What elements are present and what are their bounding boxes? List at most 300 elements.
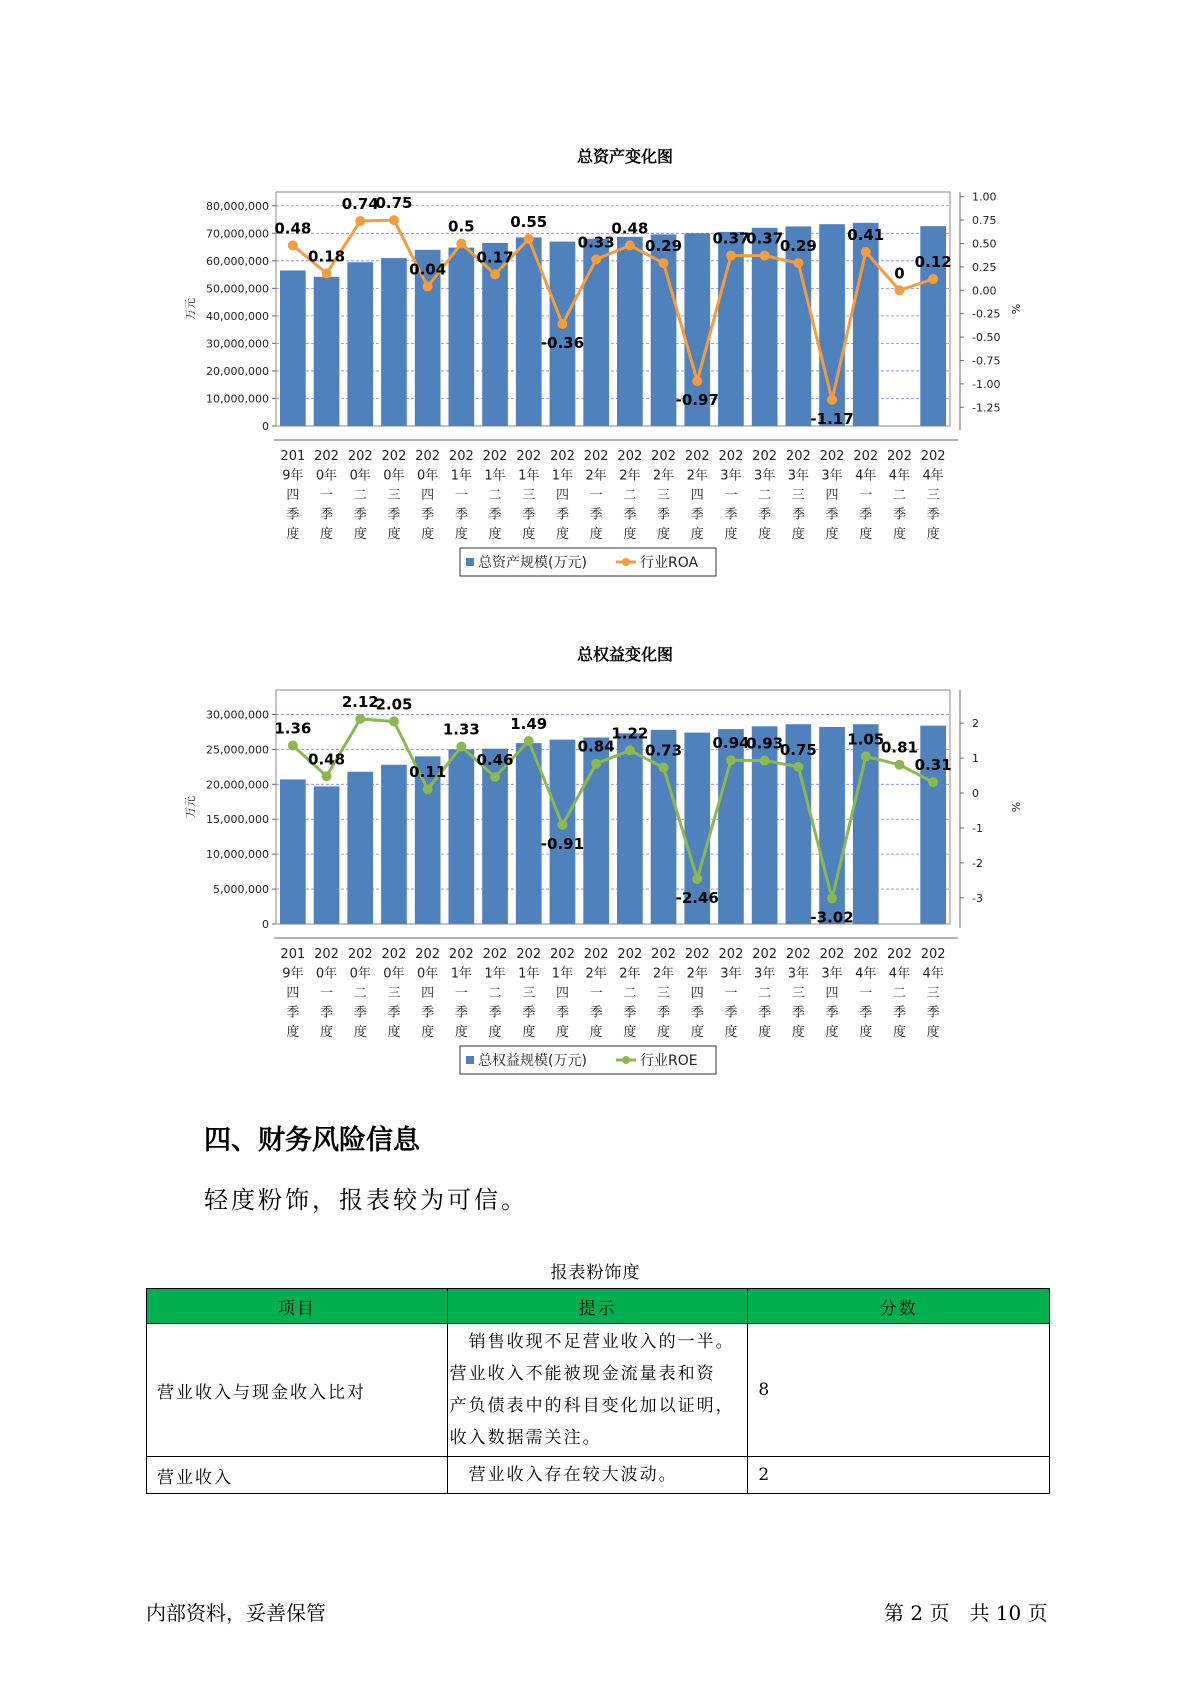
y-tick-label: 80,000,000 [206, 199, 269, 213]
x-tick-label: 季 [724, 1005, 738, 1021]
x-tick-label: 季 [555, 507, 569, 523]
x-tick-label: 一 [454, 488, 468, 503]
bar [449, 248, 475, 426]
x-tick-label: 一 [320, 488, 334, 503]
x-tick-label: 季 [421, 507, 435, 523]
row-tip [447, 1457, 748, 1494]
y2-tick-label: 0.75 [972, 214, 997, 228]
x-tick-label: 二 [488, 986, 502, 1001]
x-tick-label: 0年 [315, 468, 338, 484]
bar [280, 270, 306, 426]
y-tick-label: 50,000,000 [206, 282, 269, 296]
data-label: 0.04 [409, 260, 447, 279]
bar [347, 772, 373, 924]
x-tick-label: 202 [347, 449, 373, 464]
x-tick-label: 0年 [417, 468, 439, 484]
x-tick-label: 季 [657, 1005, 671, 1021]
data-label: 0 [894, 264, 905, 283]
x-tick-label: 三 [522, 986, 536, 1001]
data-label: 1.22 [611, 724, 649, 743]
x-tick-label: 4年 [855, 966, 877, 982]
x-tick-label: 三 [657, 986, 671, 1001]
data-label: 0.41 [847, 225, 885, 244]
x-tick-label: 季 [320, 507, 334, 523]
data-point [423, 784, 433, 794]
x-tick-label: 202 [314, 947, 339, 962]
x-tick-label: 202 [887, 449, 912, 464]
x-tick-label: 四 [825, 986, 839, 1001]
footer-left: 内部资料，妥善保管 [146, 1601, 326, 1625]
x-tick-label: 2年 [585, 468, 607, 484]
x-tick-label: 202 [785, 449, 811, 464]
x-tick-label: 1年 [484, 468, 506, 484]
bar [786, 226, 812, 426]
data-label: 0.74 [341, 195, 379, 214]
total-equity-chart-svg [180, 638, 1022, 1098]
data-point [490, 269, 500, 279]
x-tick-label: 季 [825, 1005, 839, 1021]
x-tick-label: 202 [381, 947, 407, 962]
y2-tick-label: -1.00 [972, 377, 1001, 391]
table-row [147, 1457, 1050, 1494]
x-tick-label: 0年 [349, 468, 371, 484]
legend-swatch-bar [466, 558, 474, 566]
x-tick-label: 202 [617, 449, 643, 464]
y-tick-label: 60,000,000 [206, 254, 269, 268]
x-tick-label: 度 [320, 527, 334, 542]
data-point [456, 238, 466, 248]
y2-tick-label: -0.50 [972, 331, 1001, 345]
whitewash-table [146, 1288, 1050, 1494]
x-tick-label: 度 [454, 1025, 468, 1040]
x-tick-label: 度 [522, 527, 536, 542]
x-tick-label: 二 [758, 986, 772, 1001]
table-header-row [147, 1289, 1050, 1324]
data-point [659, 258, 669, 268]
y2-tick-label: -3 [972, 891, 983, 905]
x-tick-label: 二 [353, 986, 367, 1001]
x-tick-label: 四 [555, 986, 569, 1001]
x-tick-label: 度 [623, 527, 637, 542]
x-tick-label: 季 [657, 507, 671, 523]
x-tick-label: 9年 [282, 468, 304, 484]
x-tick-label: 四 [690, 986, 704, 1001]
x-tick-label: 一 [859, 488, 873, 503]
x-tick-label: 202 [920, 449, 946, 464]
x-tick-label: 季 [454, 507, 468, 523]
y-tick-label: 20,000,000 [206, 778, 269, 792]
data-label: 1.33 [442, 720, 480, 739]
x-tick-label: 季 [488, 1005, 502, 1021]
x-tick-label: 1年 [551, 468, 574, 484]
data-label: -2.46 [675, 888, 719, 907]
y-tick-label: 40,000,000 [206, 309, 269, 323]
x-tick-label: 0年 [383, 468, 405, 484]
x-tick-label: 202 [415, 947, 441, 962]
data-label: -0.36 [540, 333, 585, 352]
y2-tick-label: -2 [972, 856, 983, 870]
x-tick-label: 一 [589, 986, 603, 1001]
x-tick-label: 2年 [686, 468, 708, 484]
data-point [928, 777, 938, 787]
y2-axis-label: % [1009, 801, 1022, 813]
data-label: 0.48 [308, 750, 346, 769]
x-tick-label: 2年 [686, 966, 708, 982]
data-point [726, 755, 736, 765]
x-tick-label: 202 [583, 947, 609, 962]
x-tick-label: 3年 [787, 966, 809, 982]
y-tick-label: 0 [262, 918, 269, 931]
data-label: 0.75 [375, 194, 413, 213]
chart-title: 总资产变化图 [576, 147, 674, 166]
y2-tick-label: 0.25 [972, 260, 997, 274]
x-tick-label: 二 [353, 488, 367, 503]
x-tick-label: 202 [482, 449, 508, 464]
footer-page: 第 2 页 共 10 页 [884, 1601, 1048, 1625]
y2-axis-label: % [1009, 303, 1022, 315]
data-label: 0.48 [611, 219, 649, 238]
data-point [557, 319, 567, 329]
table-caption: 报表粉饰度 [550, 1263, 641, 1283]
x-tick-label: 202 [516, 449, 542, 464]
x-tick-label: 202 [887, 947, 912, 962]
data-label: 0.31 [914, 756, 952, 775]
x-tick-label: 四 [421, 986, 435, 1001]
x-tick-label: 季 [690, 507, 704, 523]
x-tick-label: 4年 [922, 966, 944, 982]
x-tick-label: 1年 [518, 966, 540, 982]
data-label: 0.46 [476, 750, 514, 769]
x-tick-label: 三 [926, 488, 940, 503]
data-label: 0.48 [274, 219, 312, 238]
x-tick-label: 二 [758, 488, 772, 503]
y2-tick-label: 1 [972, 752, 979, 766]
x-tick-label: 二 [623, 488, 637, 503]
data-label: 0.37 [746, 229, 784, 248]
x-tick-label: 2年 [619, 468, 641, 484]
x-tick-label: 三 [791, 986, 805, 1001]
bar [415, 756, 441, 924]
x-tick-label: 度 [286, 1025, 300, 1040]
data-label: 0.94 [712, 734, 750, 753]
bar [381, 765, 407, 924]
x-tick-label: 一 [320, 986, 334, 1001]
x-tick-label: 202 [550, 947, 575, 962]
x-tick-label: 4年 [888, 468, 911, 484]
data-point [524, 736, 534, 746]
data-point [894, 760, 904, 770]
x-tick-label: 度 [859, 1025, 873, 1040]
x-tick-label: 季 [892, 1005, 906, 1021]
x-tick-label: 季 [421, 1005, 435, 1021]
x-tick-label: 4年 [855, 468, 877, 484]
x-tick-label: 三 [657, 488, 671, 503]
x-tick-label: 4年 [922, 468, 944, 484]
data-label: 0.84 [577, 737, 615, 756]
x-tick-label: 二 [623, 986, 637, 1001]
data-label: 0.93 [746, 734, 784, 753]
x-tick-label: 二 [892, 488, 906, 503]
x-tick-label: 202 [684, 947, 710, 962]
risk-summary: 轻度粉饰，报表较为可信。 [204, 1186, 528, 1214]
y-tick-label: 25,000,000 [206, 743, 269, 757]
data-label: 0.17 [476, 248, 514, 267]
x-tick-label: 202 [752, 449, 778, 464]
x-tick-label: 202 [550, 449, 575, 464]
x-tick-label: 三 [387, 986, 401, 1001]
tip-line: 产负债表中的科目变化加以证明， [449, 1396, 735, 1416]
x-tick-label: 202 [415, 449, 441, 464]
data-point [793, 762, 803, 772]
bar [381, 258, 407, 426]
x-tick-label: 度 [488, 527, 502, 542]
x-tick-label: 1年 [450, 468, 472, 484]
row-score: 8 [748, 1324, 1050, 1457]
bar [449, 749, 475, 924]
y2-tick-label: 2 [972, 717, 979, 731]
x-tick-label: 202 [651, 449, 676, 464]
total-assets-chart [180, 140, 1022, 600]
x-tick-label: 四 [690, 488, 704, 503]
x-tick-label: 四 [825, 488, 839, 503]
data-point [861, 247, 871, 257]
x-tick-label: 度 [724, 527, 738, 542]
x-tick-label: 202 [347, 947, 373, 962]
data-label: 0.12 [914, 253, 952, 272]
x-tick-label: 2年 [652, 468, 675, 484]
x-tick-label: 度 [791, 527, 805, 542]
data-point [322, 268, 332, 278]
x-tick-label: 一 [589, 488, 603, 503]
data-label: 2.12 [341, 692, 379, 711]
data-point [827, 395, 837, 405]
x-tick-label: 季 [555, 1005, 569, 1021]
x-tick-label: 度 [589, 1025, 603, 1040]
x-tick-label: 202 [853, 449, 879, 464]
data-label: -3.02 [810, 908, 854, 927]
x-tick-label: 季 [859, 1005, 873, 1021]
x-tick-label: 3年 [720, 966, 742, 982]
total-assets-chart-svg [180, 140, 1022, 600]
x-tick-label: 2年 [585, 966, 607, 982]
x-tick-label: 202 [819, 449, 845, 464]
bar [347, 262, 373, 426]
x-tick-label: 201 [280, 449, 306, 464]
y2-tick-label: 0 [972, 787, 979, 801]
x-tick-label: 202 [482, 947, 508, 962]
x-tick-label: 度 [353, 527, 367, 542]
x-tick-label: 四 [286, 488, 300, 503]
row-item: 营业收入 [147, 1457, 448, 1494]
bar [617, 237, 643, 426]
data-label: 0.55 [510, 212, 548, 231]
x-tick-label: 季 [522, 1005, 536, 1021]
y-tick-label: 0 [262, 420, 269, 433]
data-point [355, 216, 365, 226]
y-tick-label: 15,000,000 [206, 813, 269, 827]
y2-tick-label: -1.25 [972, 401, 1001, 415]
x-tick-label: 季 [286, 1005, 300, 1021]
x-tick-label: 二 [892, 986, 906, 1001]
data-point [423, 282, 433, 292]
data-point [827, 894, 837, 904]
x-tick-label: 季 [589, 1005, 603, 1021]
x-tick-label: 度 [892, 1025, 906, 1040]
data-point [625, 240, 635, 250]
data-point [591, 759, 601, 769]
data-point [726, 251, 736, 261]
x-tick-label: 度 [825, 1025, 839, 1040]
data-point [524, 234, 534, 244]
header-score: 分数 [748, 1289, 1050, 1324]
data-label: 1.05 [847, 730, 885, 749]
x-tick-label: 度 [421, 1025, 435, 1040]
data-point [456, 742, 466, 752]
x-tick-label: 202 [853, 947, 879, 962]
x-tick-label: 度 [454, 527, 468, 542]
x-tick-label: 202 [752, 947, 778, 962]
y-tick-label: 30,000,000 [206, 337, 269, 351]
x-tick-label: 三 [926, 986, 940, 1001]
legend-swatch-marker [622, 1056, 630, 1064]
x-tick-label: 度 [926, 1025, 940, 1040]
bar [516, 743, 542, 924]
x-tick-label: 三 [387, 488, 401, 503]
x-tick-label: 四 [555, 488, 569, 503]
data-label: -0.91 [540, 834, 585, 853]
x-tick-label: 季 [454, 1005, 468, 1021]
x-tick-label: 季 [758, 1005, 772, 1021]
x-tick-label: 二 [488, 488, 502, 503]
x-tick-label: 3年 [821, 468, 843, 484]
data-label: 0.5 [448, 217, 475, 236]
data-point [557, 820, 567, 830]
tip-line: 营业收入存在较大波动。 [449, 1465, 678, 1485]
x-tick-label: 0年 [349, 966, 371, 982]
y-tick-label: 5,000,000 [213, 883, 269, 897]
data-label: 2.05 [375, 695, 413, 714]
x-tick-label: 季 [353, 507, 367, 523]
data-point [625, 745, 635, 755]
x-tick-label: 202 [718, 449, 744, 464]
header-tip: 提示 [447, 1289, 748, 1324]
x-tick-label: 202 [684, 449, 710, 464]
data-label: 0.33 [577, 233, 615, 252]
x-tick-label: 202 [651, 947, 676, 962]
x-tick-label: 季 [387, 1005, 401, 1021]
data-point [288, 741, 298, 751]
x-tick-label: 度 [555, 527, 569, 542]
x-tick-label: 季 [892, 507, 906, 523]
data-label: -1.17 [810, 409, 854, 428]
x-tick-label: 度 [353, 1025, 367, 1040]
y2-tick-label: 0.00 [972, 284, 997, 298]
x-tick-label: 季 [320, 1005, 334, 1021]
x-tick-label: 202 [617, 947, 643, 962]
section-heading: 四、财务风险信息 [204, 1125, 420, 1156]
x-tick-label: 季 [589, 507, 603, 523]
y-axis-label: 万元 [184, 298, 197, 320]
x-tick-label: 9年 [282, 966, 304, 982]
x-tick-label: 3年 [720, 468, 742, 484]
x-tick-label: 季 [926, 1005, 940, 1021]
x-tick-label: 季 [791, 507, 805, 523]
bar [516, 237, 542, 426]
x-tick-label: 度 [522, 1025, 536, 1040]
x-tick-label: 季 [353, 1005, 367, 1021]
x-tick-label: 度 [657, 527, 671, 542]
data-point [793, 258, 803, 268]
x-tick-label: 度 [791, 1025, 805, 1040]
y2-tick-label: 0.50 [972, 237, 997, 251]
x-tick-label: 3年 [787, 468, 809, 484]
total-equity-chart [180, 638, 1022, 1098]
data-point [760, 251, 770, 261]
row-score: 2 [748, 1457, 1050, 1494]
y-tick-label: 10,000,000 [206, 392, 269, 406]
x-tick-label: 度 [555, 1025, 569, 1040]
data-point [692, 376, 702, 386]
x-tick-label: 季 [724, 507, 738, 523]
x-tick-label: 4年 [888, 966, 911, 982]
y-tick-label: 70,000,000 [206, 227, 269, 241]
bar [550, 740, 576, 924]
y2-tick-label: -1 [972, 821, 983, 835]
data-point [692, 874, 702, 884]
x-tick-label: 2年 [619, 966, 641, 982]
data-point [322, 771, 332, 781]
header-item: 项目 [147, 1289, 448, 1324]
x-tick-label: 度 [926, 527, 940, 542]
x-tick-label: 四 [286, 986, 300, 1001]
y2-tick-label: -0.75 [972, 354, 1001, 368]
x-tick-label: 0年 [383, 966, 405, 982]
x-tick-label: 度 [690, 1025, 704, 1040]
x-tick-label: 度 [320, 1025, 334, 1040]
chart-title: 总权益变化图 [576, 645, 674, 664]
x-tick-label: 季 [758, 507, 772, 523]
x-tick-label: 1年 [551, 966, 574, 982]
x-tick-label: 度 [892, 527, 906, 542]
x-tick-label: 度 [488, 1025, 502, 1040]
data-point [288, 240, 298, 250]
x-tick-label: 度 [421, 527, 435, 542]
bar [314, 786, 340, 924]
data-point [389, 716, 399, 726]
data-label: 0.73 [645, 741, 683, 760]
x-tick-label: 三 [791, 488, 805, 503]
x-tick-label: 三 [522, 488, 536, 503]
legend-label: 总资产规模(万元) [478, 555, 587, 571]
x-tick-label: 202 [448, 947, 474, 962]
x-tick-label: 201 [280, 947, 306, 962]
x-tick-label: 季 [522, 507, 536, 523]
x-tick-label: 度 [758, 527, 772, 542]
x-tick-label: 202 [785, 947, 811, 962]
x-tick-label: 202 [381, 449, 407, 464]
data-point [760, 756, 770, 766]
data-point [355, 714, 365, 724]
x-tick-label: 202 [718, 947, 744, 962]
row-item: 营业收入与现金收入比对 [147, 1324, 448, 1457]
x-tick-label: 季 [791, 1005, 805, 1021]
x-tick-label: 季 [690, 1005, 704, 1021]
x-tick-label: 一 [724, 986, 738, 1001]
x-tick-label: 度 [286, 527, 300, 542]
x-tick-label: 一 [859, 986, 873, 1001]
data-point [928, 274, 938, 284]
x-tick-label: 季 [825, 507, 839, 523]
